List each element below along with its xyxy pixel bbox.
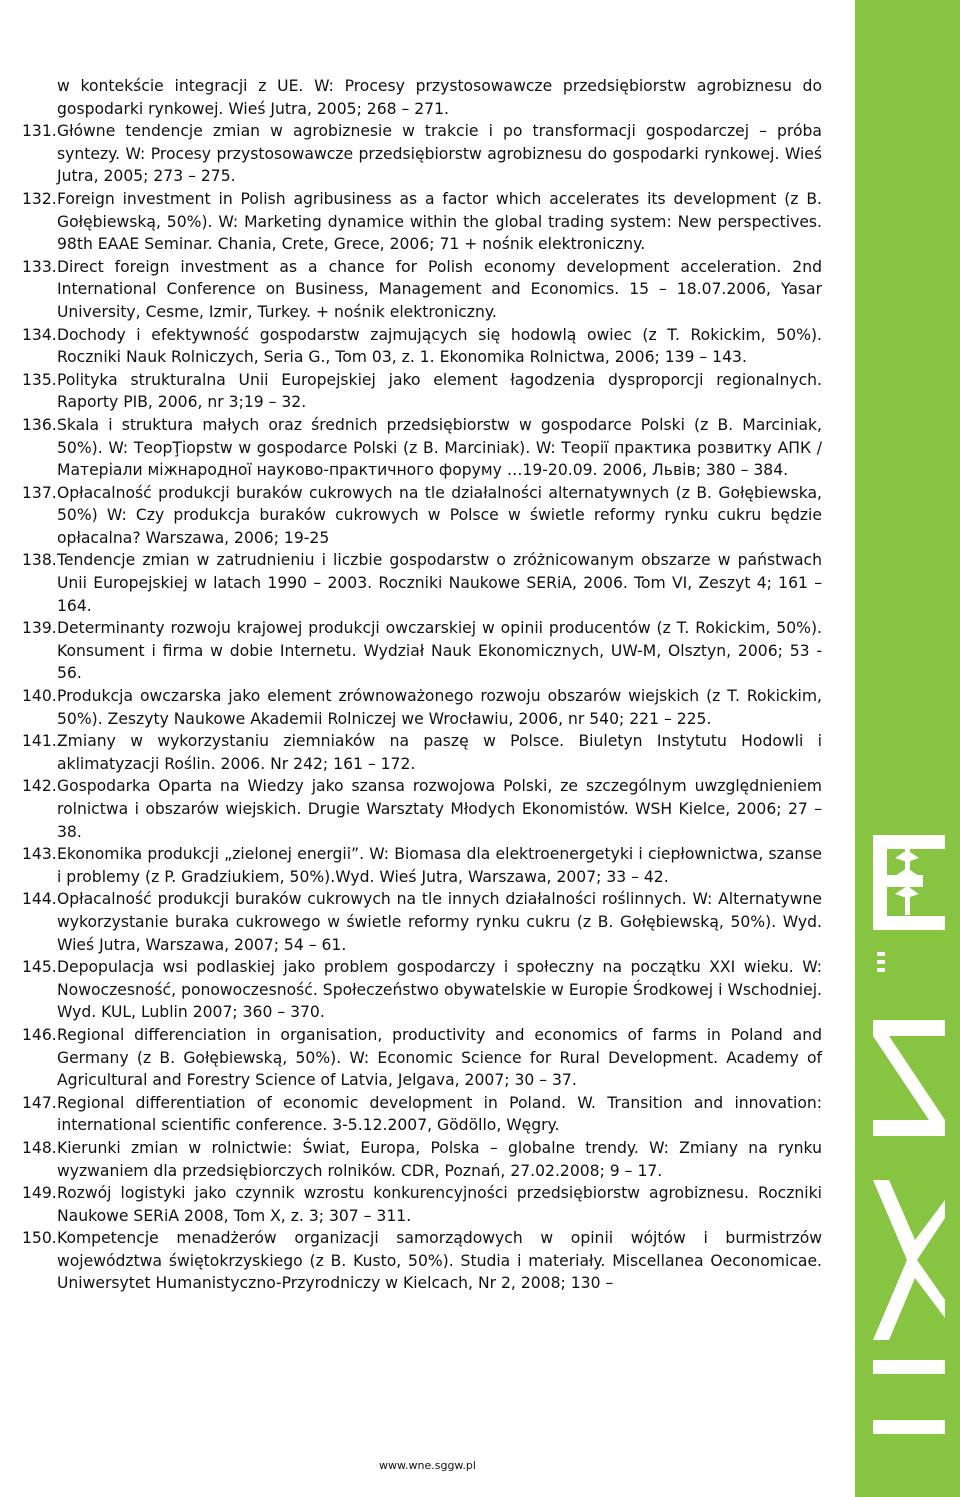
entry-number: 135.: [22, 370, 57, 389]
footer-url: www.wne.sggw.pl: [379, 1459, 476, 1472]
entry-number: 139.: [22, 619, 57, 638]
list-item: [22, 188, 822, 256]
entry-number: 137.: [22, 483, 57, 502]
entry-number: 131.: [22, 122, 57, 141]
entry-number: 140.: [22, 687, 57, 706]
entry-text: Foreign investment in Polish agribusiness as a factor which accelerates its development (z B. Gołębiewską, 50%). W: Marketing dynamice within the global trading system: New perspectives. 98th EAAE Seminar. Chania, Crete, Grece, 2006; 71 + nośnik elektroniczny.: [57, 189, 822, 254]
entry-text: Opłacalność produkcji buraków cukrowych na tle działalności alternatywnych (z B. Gołębiewska, 50%) W: Czy produkcja buraków cukrowych w Polsce w świetle reformy rynku cukru będzie opłacalna? Warszawa, 2006; 19-25: [57, 483, 822, 547]
green-side-band: [855, 0, 960, 1497]
list-item: [22, 414, 822, 482]
list-item: [22, 482, 822, 550]
entry-text: Opłacalność produkcji buraków cukrowych na tle innych działalności roślinnych. W: Alternatywne wykorzystanie buraka cukrowego w świetle reformy rynku cukru (z B. Gołębiewską, 50%). Wyd. Wieś Jutra, Warszawa, 2007; 54 – 61.: [57, 890, 822, 954]
entry-number: 143.: [22, 845, 57, 864]
entry-text: Determinanty rozwoju krajowej produkcji owczarskiej w opinii producentów (z T. Rokickim, 50%). Konsument i firma w dobie Internetu. Wydział Nauk Ekonomicznych, UW-M, Olsztyn, 2006; 53 - 56.: [57, 619, 822, 683]
entry-number: 145.: [22, 958, 57, 977]
list-item: [22, 956, 822, 1024]
list-item: [22, 1092, 822, 1137]
entry-number: 134.: [22, 325, 57, 344]
list-item: [22, 1137, 822, 1182]
bibliography-list: [22, 75, 822, 1295]
entry-number: 149.: [22, 1184, 57, 1203]
entry-text: Depopulacja wsi podlaskiej jako problem gospodarczy i społeczny na początku XXI wieku. W: Nowoczesność, ponowoczesność. Społeczeństwo obywatelskie w Europie Środkowej i Wschodniej. Wyd. KUL, Lublin 2007; 360 – 370.: [57, 958, 822, 1022]
entry-text: Polityka strukturalna Unii Europejskiej jako element łagodzenia dysproporcji regionalnych. Raporty PIB, 2006, nr 3;19 – 32.: [57, 370, 822, 412]
entry-text: Kierunki zmian w rolnictwie: Świat, Europa, Polska – globalne trendy. W: Zmiany na rynku wyzwaniem dla przedsiębiorczych rolników. CDR, Poznań, 27.02.2008; 9 – 17.: [57, 1138, 822, 1180]
entry-number: 146.: [22, 1025, 57, 1044]
entry-number: 138.: [22, 551, 57, 570]
entry-text: Główne tendencje zmian w agrobiznesie w trakcie i po transformacji gospodarczej – próba syntezy. W: Procesy przystosowawcze przedsiębiorstw agrobiznesu do gospodarki rynkowej. Wieś Jutra, 2005; 273 – 275.: [57, 122, 822, 186]
entries-container: [22, 120, 822, 1295]
entry-number: 133.: [22, 257, 57, 276]
entry-number: 147.: [22, 1093, 57, 1112]
list-item: [22, 730, 822, 775]
list-item: [22, 617, 822, 685]
entry-text: Zmiany w wykorzystaniu ziemniaków na paszę w Polsce. Biuletyn Instytutu Hodowli i aklimatyzacji Roślin. 2006. Nr 242; 161 – 172.: [57, 732, 822, 773]
entry-text: Rozwój logistyki jako czynnik wzrostu konkurencyjności przedsiębiorstw agrobiznesu. Roczniki Naukowe SERiA 2008, Tom X, z. 3; 307 – 311.: [57, 1184, 822, 1225]
entry-text: Regional differenciation in organisation, productivity and economics of farms in Poland and Germany (z B. Gołębiewską, 50%). W: Economic Science for Rural Development. Academy of Agricultural and Forestry Science of Latvia, Jelgava, 2007; 30 – 37.: [57, 1025, 822, 1090]
entry-number: 136.: [22, 415, 57, 434]
list-item: [22, 685, 822, 730]
list-item: [22, 888, 822, 956]
continuation-text: w kontekście integracji z UE. W: Procesy przystosowawcze przedsiębiorstw agrobiznesu do gospodarki rynkowej. Wieś Jutra, 2005; 268 – 271.: [57, 77, 822, 118]
list-item: [22, 1227, 822, 1295]
entry-number: 148.: [22, 1138, 57, 1157]
entry-text: Produkcja owczarska jako element zrównoważonego rozwoju obszarów wiejskich (z T. Rokickim, 50%). Zeszyty Naukowe Akademii Rolniczej we Wrocławiu, 2006, nr 540; 221 – 225.: [57, 687, 822, 728]
list-item: [22, 369, 822, 414]
entry-text: Skala i struktura małych oraz średnich przedsiębiorstw w gospodarce Polski (z B. Marciniak, 50%). W: ТеорŢіорstw w gospodarce Polski (z B. Marciniak). W: Теорії практика розвитку АПК / Матеріали міжнародної науково-практичного форуму …19-20.09. 2006, Львів; 380 – 384.: [57, 415, 822, 480]
entry-number: 141.: [22, 732, 57, 751]
wne-logo: [855, 820, 960, 1460]
list-item: [22, 120, 822, 188]
entry-number: 150.: [22, 1229, 57, 1248]
entry-text: Dochody i efektywność gospodarstw zajmujących się hodowlą owiec (z T. Rokickim, 50%). Roczniki Nauk Rolniczych, Seria G., Tom 03, z. 1. Ekonomika Rolnictwa, 2006; 139 – 143.: [57, 325, 822, 367]
entry-text: Regional differentiation of economic development in Poland. W. Transition and innovation: international scientific conference. 3-5.12.2007, Gödöllo, Węgry.: [57, 1093, 822, 1135]
entry-text: Ekonomika produkcji „zielonej energii”. W: Biomasa dla elektroenergetyki i ciepłownictwa, szanse i problemy (z P. Gradziukiem, 50%).Wyd. Wieś Jutra, Warszawa, 2007; 33 – 42.: [57, 845, 822, 886]
entry-text: Tendencje zmian w zatrudnieniu i liczbie gospodarstw o zróżnicowanym obszarze w państwach Unii Europejskiej w latach 1990 – 2003. Roczniki Naukowe SERiA, 2006. Tom VI, Zeszyt 4; 161 – 164.: [57, 551, 822, 615]
entry-number: 144.: [22, 890, 57, 909]
list-item: [22, 256, 822, 324]
entry-number: 132.: [22, 189, 57, 208]
list-item: [22, 1024, 822, 1092]
list-item: [22, 843, 822, 888]
list-item: [22, 775, 822, 843]
entry-text: Direct foreign investment as a chance for Polish economy development acceleration. 2nd International Conference on Business, Management and Economics. 15 – 18.07.2006, Yasar University, Cesme, Izmir, Turkey. + nośnik elektroniczny.: [57, 257, 822, 321]
entry-text: Kompetencje menadżerów organizacji samorządowych w opinii wójtów i burmistrzów województwa świętokrzyskiego (z B. Kusto, 50%). Studia i materiały. Miscellanea Oeconomicae. Uniwersytet Humanistyczno-Przyrodniczy w Kielcach, Nr 2, 2008; 130 –: [57, 1229, 822, 1293]
entry-number: 142.: [22, 777, 57, 796]
list-item: [22, 549, 822, 617]
list-item: [22, 324, 822, 369]
list-item: [22, 1182, 822, 1227]
entry-text: Gospodarka Oparta na Wiedzy jako szansa rozwojowa Polski, ze szczególnym uwzględnieniem rolnictwa i obszarów wiejskich. Drugie Warsztaty Młodych Ekonomistów. WSH Kielce, 2006; 27 – 38.: [57, 777, 822, 841]
